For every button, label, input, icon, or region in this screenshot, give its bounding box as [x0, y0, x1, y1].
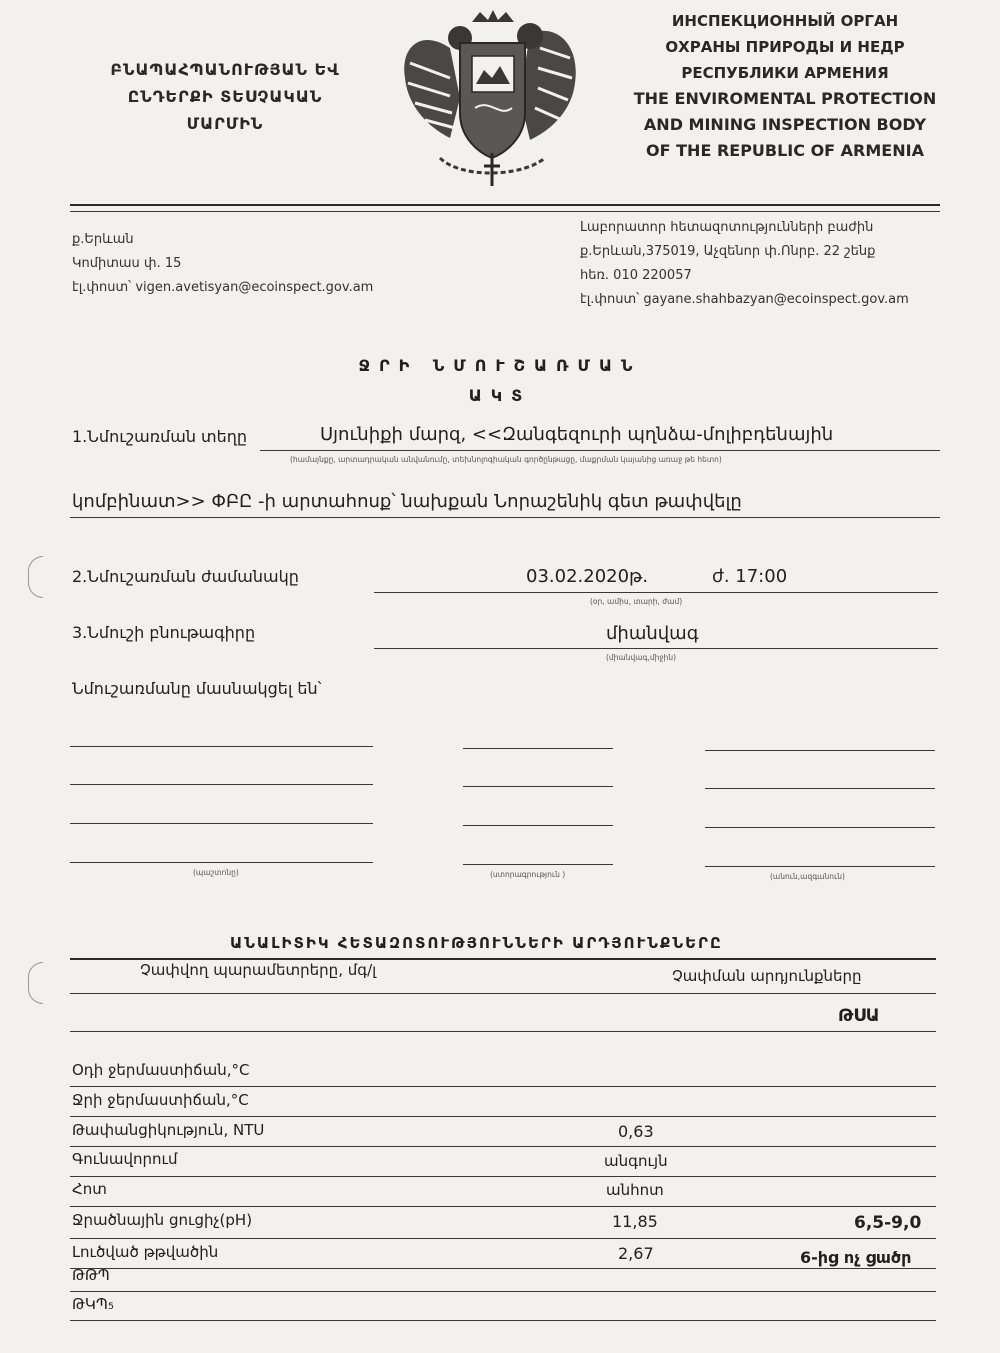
contact-right-dept: Լաբորատոր հետազոտությունների բաժին — [580, 220, 874, 235]
row-rule — [70, 1268, 936, 1269]
row-param: Ջրածնային ցուցիչ(pH) — [72, 1211, 253, 1229]
row-rule — [70, 1146, 936, 1147]
participant-signature-line — [463, 748, 613, 749]
coat-of-arms-emblem — [380, 8, 605, 193]
participant-name-line — [705, 866, 935, 867]
row-param: Օդի ջերմաստիճան,°C — [72, 1061, 250, 1079]
row-value: անհոտ — [606, 1181, 664, 1199]
participant-name-line — [705, 788, 935, 789]
participant-signature-line — [463, 786, 613, 787]
row-rule — [70, 1320, 936, 1321]
col-header-rule-2 — [70, 1031, 936, 1032]
time-line — [374, 592, 938, 593]
participant-position-line — [70, 784, 373, 785]
row-param: Ջրի ջերմաստիճան,°C — [72, 1091, 249, 1109]
col-header-parameters: Չափվող պարամետրերը, մգ/լ — [140, 961, 377, 979]
participant-signature-line — [463, 864, 613, 865]
participant-caption-signature: (ստորագրություն ) — [490, 870, 566, 879]
row-param: Հոտ — [72, 1180, 107, 1198]
participant-position-line — [70, 746, 373, 747]
header-org-armenian — [55, 56, 395, 137]
participants-label: Նմուշառմանը մասնակցել են՝ — [72, 679, 322, 698]
header-right-en2: AND MINING INSPECTION BODY — [643, 115, 927, 134]
row-param: Գունավորում — [72, 1150, 178, 1168]
row-limit: 6,5-9,0 — [854, 1213, 922, 1233]
col-header-results: Չափման արդյունքները — [672, 967, 862, 985]
header-divider — [70, 204, 940, 206]
participant-name-line — [705, 827, 935, 828]
results-title: ԱՆԱԼԻՏԻԿ ՀԵՏԱԶՈՏՈՒԹՅՈՒՆՆԵՐԻ ԱՐԴՅՈՒՆՔՆԵՐԸ — [230, 934, 723, 952]
row-param: ԹԿՊ₅ — [72, 1295, 114, 1313]
header-left-line3: ՄԱՐՄԻՆ — [186, 114, 264, 133]
row-value: անգույն — [604, 1152, 668, 1170]
time-caption: (օր, ամիս, տարի, ժամ) — [590, 597, 683, 606]
punch-hole-mark — [28, 556, 43, 598]
contact-left-email: էլ.փոստ՝ vigen.avetisyan@ecoinspect.gov.am — [72, 280, 374, 295]
place-caption: (համայնքը, արտադրական անվանումը, տեխնոլոգիական գործընթացը, մաքրման կայանից առաջ թե հետո) — [290, 455, 722, 464]
header-right-ru3: РЕСПУБЛИКИ АРМЕНИЯ — [681, 64, 889, 82]
type-line — [374, 648, 938, 649]
participant-caption-position: (պաշտոնը) — [193, 868, 239, 877]
row-rule — [70, 1176, 936, 1177]
participant-position-line — [70, 823, 373, 824]
time-label: 2.Նմուշառման ժամանակը — [72, 567, 299, 586]
contacts-right — [580, 216, 909, 312]
row-param: Թափանցիկություն, NTU — [72, 1121, 265, 1139]
contact-right-address: ք.Երևան,375019, Աչզենոր փ.Ոնրբ. 22 շենք — [580, 244, 876, 259]
contact-right-phone: հեռ. 010 220057 — [580, 268, 692, 283]
row-limit: 6-ից ոչ ցածր — [800, 1248, 912, 1267]
row-value: 2,67 — [618, 1244, 654, 1263]
time-hour: ժ. 17:00 — [712, 566, 788, 587]
participant-name-line — [705, 750, 935, 751]
place-line-2 — [70, 517, 940, 518]
header-left-line1: ԲՆԱՊԱՀՊԱՆՈՒԹՅԱՆ ԵՎ — [110, 60, 340, 79]
document-title: ՋՐԻ ՆՄՈՒՇԱՌՄԱՆ — [358, 356, 642, 375]
header-right-en3: OF THE REPUBLIC OF ARMENIA — [646, 141, 924, 160]
document-subtitle: ԱԿՏ — [468, 386, 532, 405]
header-right-ru2: ОХРАНЫ ПРИРОДЫ И НЕДР — [665, 38, 905, 56]
place-value: Սյունիքի մարզ, <<Զանգեզուրի պղնձա-մոլիբդենային — [320, 424, 834, 445]
place-label: 1.Նմուշառման տեղը — [72, 427, 248, 446]
row-rule — [70, 1238, 936, 1239]
header-left-line2: ԸՆԴԵՐՔԻ ՏԵՍՉԱԿԱՆ — [127, 87, 323, 106]
row-value: 11,85 — [612, 1212, 658, 1231]
participant-position-line — [70, 862, 373, 863]
header-right-en1: THE ENVIROMENTAL PROTECTION — [633, 89, 937, 108]
contact-right-email: էլ.փոստ՝ gayane.shahbazyan@ecoinspect.gov.am — [580, 292, 909, 307]
header-right-ru1: ИНСПЕКЦИОННЫЙ ОРГАН — [671, 12, 899, 30]
col-header-rule — [70, 993, 936, 994]
type-value: միանվագ — [606, 623, 699, 644]
contact-left-street: Կոմիտաս փ. 15 — [72, 256, 182, 271]
col-header-limit: ԹՍԱ — [838, 1006, 880, 1026]
row-rule — [70, 1206, 936, 1207]
punch-hole-mark — [28, 962, 43, 1004]
header-org-ru-en — [610, 8, 960, 164]
contacts-left — [72, 228, 373, 300]
results-top-rule — [70, 958, 936, 960]
place-line — [260, 450, 940, 451]
row-value: 0,63 — [618, 1122, 654, 1141]
row-rule — [70, 1116, 936, 1117]
type-caption: (միանվագ,միջին) — [606, 653, 677, 662]
participant-caption-name: (անուն,ազգանուն) — [770, 872, 845, 881]
time-date: 03.02.2020թ. — [526, 566, 649, 587]
row-rule — [70, 1291, 936, 1292]
type-label: 3.Նմուշի բնութագիրը — [72, 623, 256, 642]
participant-signature-line — [463, 825, 613, 826]
row-param: ԹԹՊ — [72, 1266, 110, 1284]
header-divider-thin — [70, 211, 940, 212]
row-param: Լուծված թթվածին — [72, 1243, 219, 1261]
contact-left-city: ք.Երևան — [72, 232, 134, 247]
place-value-continued: կոմբինատ>> ՓԲԸ -ի արտահոսք՝ նախքան Նորաշենիկ գետ թափվելը — [72, 491, 742, 512]
row-rule — [70, 1086, 936, 1087]
